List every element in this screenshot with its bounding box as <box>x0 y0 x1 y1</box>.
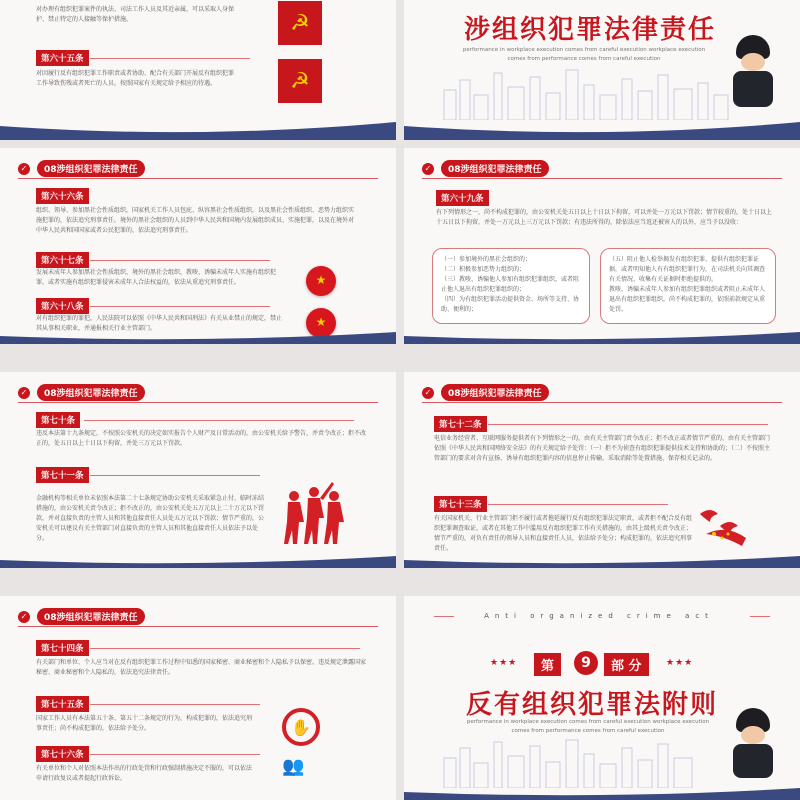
part-label-post: 部 分 <box>604 653 649 676</box>
header-divider <box>422 178 782 179</box>
slide-1[interactable] <box>0 0 396 140</box>
tag-divider <box>90 260 270 261</box>
tag-divider <box>488 424 768 425</box>
national-flag-icon: ★ <box>306 266 336 296</box>
article-tag-65: 第六十五条 <box>36 50 89 66</box>
article-tag-67: 第六十七条 <box>36 252 89 268</box>
article-73-text: 有关国家机关、行业主管部门拒不履行或者拖延履行反有组织犯罪法定职责，或者拒不配合反有组织犯罪调查取证，或者在其他工作中滥用反有组织犯罪工作有关措施的，由其上级机关责令改正；情节严重的，对负有责任的领导人员和直接责任人员，依法给予处分；构成犯罪的，依法追究刑事责任。 <box>434 515 693 552</box>
article-tag-75: 第七十五条 <box>36 696 89 712</box>
top-divider <box>434 616 454 617</box>
slide-2[interactable] <box>404 0 800 140</box>
footer-wave <box>404 546 800 568</box>
article-71-text: 金融机构等相关单位未依照本法第二十七条规定协助公安机关采取紧急止付、临时冻结措施的，由公安机关责令改正；拒不改正的，由公安机关处五万元以上二十万元以下罚款，并对直接负责的主管人员和其他直接责任人员处五万元以下罚款；情节严重的，公安机关可以建议有关主管部门对直接负责的主管人员和其他直接责任人员依法予以处分。 <box>36 495 265 542</box>
tag-divider <box>488 504 668 505</box>
tag-divider <box>84 420 354 421</box>
slide-7[interactable] <box>0 596 396 800</box>
tag-divider <box>90 475 260 476</box>
article-tag-72: 第七十二条 <box>434 416 487 432</box>
tag-divider <box>90 58 250 59</box>
soldiers-marching-icon <box>276 482 356 546</box>
city-skyline-icon <box>434 65 734 120</box>
handshake-icon: ✋ <box>282 708 320 746</box>
article-76-text: 有关单位和个人对依照本法作出的行政处罚和行政强制措施决定不服的，可以依法申请行政复议或者提起行政诉讼。 <box>36 765 253 782</box>
slide-header <box>18 384 145 401</box>
header-divider <box>18 178 378 179</box>
stars-left-icon: ★★★ <box>490 658 518 668</box>
part-label-pre: 第 <box>534 653 561 676</box>
check-icon: ✓ <box>18 611 30 623</box>
slide1-text-top: 对办理有组织犯罪案件的执法、司法工作人员及其近亲属，可以采取人身保护、禁止特定的人接触等保护措施。 <box>36 6 235 23</box>
article-66-text: 组织、领导、参加黑社会性质组织，国家机关工作人员包庇、纵容黑社会性质组织，以及黑社会性质组织、恶势力组织实施犯罪的，依法追究刑事责任。境外的黑社会组织的人员到中华人民共和国境内发展组织成员、实施犯罪，以及在境外对中华人民共和国国家或者公民犯罪的，依法追究刑事责任。 <box>36 207 355 234</box>
article-74-text: 有关部门和单位、个人应当对在反有组织犯罪工作过程中知悉的国家秘密、商业秘密和个人隐私予以保密。违反规定泄露国家秘密、商业秘密和个人隐私的，依法追究法律责任。 <box>36 659 367 676</box>
footer-wave <box>0 322 396 344</box>
slide-4[interactable] <box>404 148 800 344</box>
section-badge: 08涉组织犯罪法律责任 <box>441 160 549 177</box>
slide-header <box>422 384 549 401</box>
party-emblem-icon: ☭ <box>278 59 322 103</box>
slide-header <box>18 608 145 625</box>
article-75-text: 国家工作人员有本法第五十条、第五十二条规定的行为，构成犯罪的，依法追究刑事责任；尚不构成犯罪的，依法给予处分。 <box>36 715 253 732</box>
people-group-icon: 👥 <box>282 756 301 777</box>
footer-wave <box>0 118 396 140</box>
article-tag-76: 第七十六条 <box>36 746 89 762</box>
header-divider <box>18 402 378 403</box>
header-divider <box>18 626 378 627</box>
top-divider <box>750 616 770 617</box>
header-divider <box>422 402 782 403</box>
slide-5[interactable] <box>0 372 396 568</box>
article-tag-73: 第七十三条 <box>434 496 487 512</box>
slide-8[interactable] <box>404 596 800 800</box>
subtitle-1: performance in workplace execution comes from careful execution workplace execution <box>466 719 710 725</box>
article-68-text: 对有组织犯罪的罪犯，人民法院可以依照《中华人民共和国刑法》有关从业禁止的规定，禁止其从事相关职业，并通报相关行业主管部门。 <box>36 315 283 332</box>
subtitle-1: performance in workplace execution comes from careful execution workplace execution <box>462 47 706 53</box>
slide-6[interactable] <box>404 372 800 568</box>
article-tag-71: 第七十一条 <box>36 467 89 483</box>
article-69-text: 有下列情形之一，尚不构成犯罪的，由公安机关处五日以上十日以下拘留，可以并处一万元以下罚款；情节较重的，处十日以上十五日以下拘留，并处一万元以上三万元以下罚款；有违法所得的，除依法应当返还被害人的以外，应当予以没收： <box>436 209 773 226</box>
section-badge: 08涉组织犯罪法律责任 <box>37 160 145 177</box>
footer-wave <box>404 778 800 800</box>
national-flag-icon: ★ <box>306 308 336 338</box>
check-icon: ✓ <box>18 163 30 175</box>
check-icon: ✓ <box>18 387 30 399</box>
police-mascot-icon <box>730 35 776 115</box>
tag-divider <box>90 648 360 649</box>
subtitle-2: comes from performance comes from careful execution <box>511 728 665 734</box>
clause-box-right: （五）阻止他人检举揭发有组织犯罪、提供有组织犯罪证据，或者明知他人有有组织犯罪行为，在司法机关向其调查有关情况、收集有关证据时拒绝提供的。 教唆、诱骗未成年人参加有组织犯罪组织或者阻止未成年人退出有组织犯罪组织，尚不构成犯罪的，依照前款规定从重处罚。 <box>600 248 776 324</box>
slide1-text: 对因履行反有组织犯罪工作职责或者协助、配合有关部门开展反有组织犯罪工作导致伤残或者死亡的人员，按照国家有关规定给予相应的待遇。 <box>36 70 235 87</box>
slide-3[interactable] <box>0 148 396 344</box>
slide-header <box>422 160 549 177</box>
slide-header <box>18 160 145 177</box>
part-number: 9 <box>574 651 598 675</box>
section-badge: 08涉组织犯罪法律责任 <box>37 384 145 401</box>
tag-divider <box>90 754 260 755</box>
article-tag-70: 第七十条 <box>36 412 80 428</box>
article-tag-68: 第六十八条 <box>36 298 89 314</box>
footer-wave <box>404 322 800 344</box>
article-70-text: 违反本法第十九条规定，不按照公安机关的决定如实报告个人财产及日常活动的，由公安机关给予警告，并责令改正；拒不改正的，处五日以上十日以下拘留，并处三万元以下罚款。 <box>36 430 367 447</box>
article-tag-74: 第七十四条 <box>36 640 89 656</box>
article-tag-66: 第六十六条 <box>36 188 89 204</box>
english-heading: Anti organized crime act <box>484 612 714 620</box>
subtitle-2: comes from performance comes from careful execution <box>507 56 661 62</box>
tag-divider <box>90 306 270 307</box>
appendix-title: 反有组织犯罪法附则 <box>466 690 719 720</box>
footer-wave <box>404 118 800 140</box>
section-badge: 08涉组织犯罪法律责任 <box>441 384 549 401</box>
article-72-text: 电信业务经营者、互联网服务提供者有下列情形之一的，由有关主管部门责令改正；拒不改正或者情节严重的，由有关主管部门依照《中华人民共和国网络安全法》的有关规定给予处罚：（一）拒不为侦查有组织犯罪提供技术支持和协助的；（二）不按照主管部门的要求对含有宣扬、诱导有组织犯罪内容的信息停止传输、采取消除等处置措施、保存相关记录的。 <box>434 435 771 462</box>
tag-divider <box>90 704 260 705</box>
footer-wave <box>0 546 396 568</box>
stars-right-icon: ★★★ <box>666 658 694 668</box>
party-emblem-icon: ☭ <box>278 1 322 45</box>
police-mascot-icon <box>730 708 776 788</box>
section-badge: 08涉组织犯罪法律责任 <box>37 608 145 625</box>
article-67-text: 发展未成年人参加黑社会性质组织、境外的黑社会组织，教唆、诱骗未成年人实施有组织犯罪，或者实施有组织犯罪侵害未成年人合法权益的，依法从重追究刑事责任。 <box>36 269 277 286</box>
article-tag-69: 第六十九条 <box>436 190 489 206</box>
check-icon: ✓ <box>422 387 434 399</box>
section-title: 涉组织犯罪法律责任 <box>464 15 717 45</box>
clause-box-left: （一）参加境外的黑社会组织的； （二）积极参加恶势力组织的； （三）教唆、诱骗他人参加有组织犯罪组织，或者阻止他人退出有组织犯罪组织的； （四）为有组织犯罪活动提供资金、场所等支持、协助、便利的； <box>432 248 590 324</box>
check-icon: ✓ <box>422 163 434 175</box>
